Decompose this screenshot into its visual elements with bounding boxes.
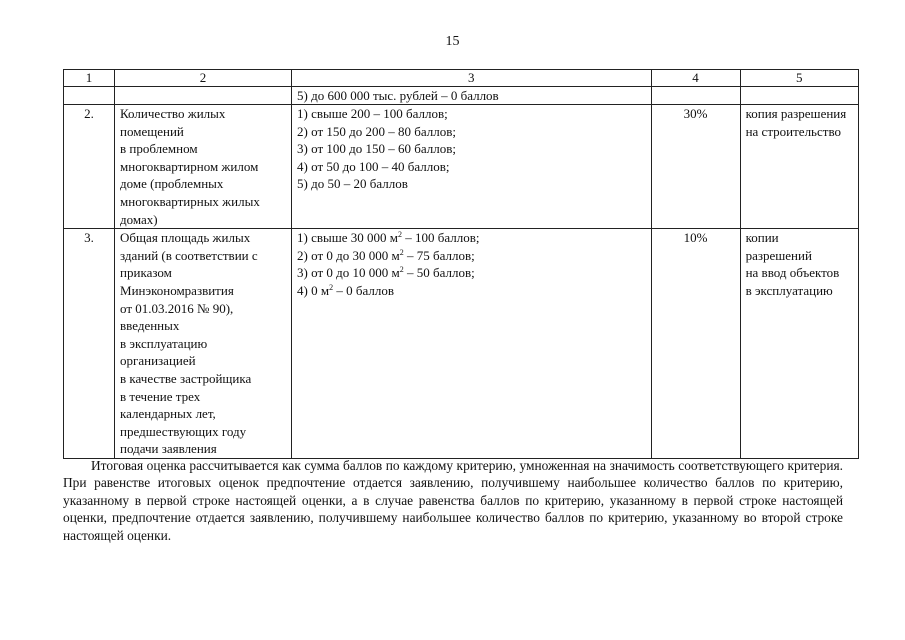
unit-exponent: 2 [398, 230, 403, 240]
cell-line: от 01.03.2016 № 90), [120, 300, 234, 316]
cell-line: копии [745, 230, 779, 246]
line-text: 1) свыше 30 000 м [297, 230, 399, 246]
header-cell: 2 [115, 70, 292, 87]
unit-exponent: 2 [329, 282, 334, 292]
empty-cell [651, 87, 740, 105]
cell-line [297, 264, 645, 282]
line-text: 2) от 0 до 30 000 м [297, 247, 400, 263]
scores-cell [292, 229, 651, 459]
line-text: – 50 баллов; [403, 265, 475, 281]
cell-line: домах) [120, 211, 158, 227]
header-cell: 4 [651, 70, 740, 87]
cell-line: организацией [120, 353, 196, 369]
paragraph-text: Итоговая оценка рассчитывается как сумма баллов по каждому критерию, умноженная на значимость соответствующего критерия. При равенстве итоговых оценок предпочтение отдается заявлению, получившему наибольшее количество баллов по критерию, указанному в первой строке настоящей оценки, а в случае равенства баллов по критерию, указанному в первой строке настоящей оценки, предпочтение отдается заявлению, получившему наибольшее количество баллов по критерию, указанному во второй строке настоящей оценки. [63, 458, 843, 543]
cell-line: введенных [120, 318, 180, 334]
cell-line: 4) от 50 до 100 – 40 баллов; [297, 158, 450, 174]
cell-line: многоквартирном жилом [120, 158, 259, 174]
weight-cell: 10% [651, 229, 740, 459]
page-number: 15 [445, 34, 460, 49]
cell-line: в качестве застройщика [120, 370, 252, 386]
cell-line: копия разрешения [745, 106, 847, 121]
table-row [64, 229, 859, 459]
cell-line [297, 229, 645, 247]
cell-line: Общая площадь жилых [120, 230, 251, 246]
document-cell [740, 105, 858, 229]
line-text: – 0 баллов [333, 282, 394, 298]
cell-line: 5) до 50 – 20 баллов [297, 176, 408, 192]
cell-line: календарных лет, [120, 406, 216, 422]
summary-paragraph [63, 457, 843, 544]
line-text: 3) от 0 до 10 000 м [297, 265, 400, 281]
row-number: 2. [64, 105, 115, 229]
cell-line: в эксплуатацию [120, 335, 208, 351]
scores-cell [292, 105, 651, 229]
header-cell: 5 [740, 70, 858, 87]
cell-line: 3) от 100 до 150 – 60 баллов; [297, 141, 456, 157]
cell-line: на ввод объектов [745, 265, 840, 281]
cell-line: доме (проблемных [120, 176, 224, 192]
criterion-cell [115, 229, 292, 459]
table-header-row [64, 70, 859, 87]
cell-line: в эксплуатацию [745, 282, 833, 298]
row-number: 3. [64, 229, 115, 459]
unit-exponent: 2 [399, 265, 404, 275]
document-cell [740, 229, 858, 459]
cell-line: приказом [120, 265, 172, 281]
empty-cell [64, 87, 115, 105]
cell-line: в проблемном [120, 141, 198, 157]
cell-line: помещений [120, 123, 184, 139]
cell-line: Минэкономразвития [120, 282, 234, 298]
empty-cell [740, 87, 858, 105]
empty-cell [115, 87, 292, 105]
cell-line [297, 282, 645, 300]
line-text: – 100 баллов; [402, 230, 480, 246]
cell-line: Количество жилых [120, 106, 226, 121]
line-text: 4) 0 м [297, 282, 330, 298]
score-cell: 5) до 600 000 тыс. рублей – 0 баллов [292, 87, 651, 105]
cell-line [297, 247, 645, 265]
continuation-row [64, 87, 859, 105]
cell-line: 2) от 150 до 200 – 80 баллов; [297, 123, 456, 139]
table-row [64, 105, 859, 229]
weight-cell: 30% [651, 105, 740, 229]
cell-line: многоквартирных жилых [120, 193, 260, 209]
cell-line: предшествующих году [120, 423, 247, 439]
criteria-table [63, 69, 859, 459]
header-cell: 3 [292, 70, 651, 87]
cell-line: на строительство [745, 123, 841, 139]
header-cell: 1 [64, 70, 115, 87]
unit-exponent: 2 [399, 247, 404, 257]
criterion-cell [115, 105, 292, 229]
cell-line: подачи заявления [120, 441, 217, 457]
cell-line: в течение трех [120, 388, 201, 404]
cell-line: 1) свыше 200 – 100 баллов; [297, 106, 448, 121]
cell-line: зданий (в соответствии с [120, 247, 258, 263]
cell-line: разрешений [745, 247, 812, 263]
line-text: – 75 баллов; [403, 247, 475, 263]
